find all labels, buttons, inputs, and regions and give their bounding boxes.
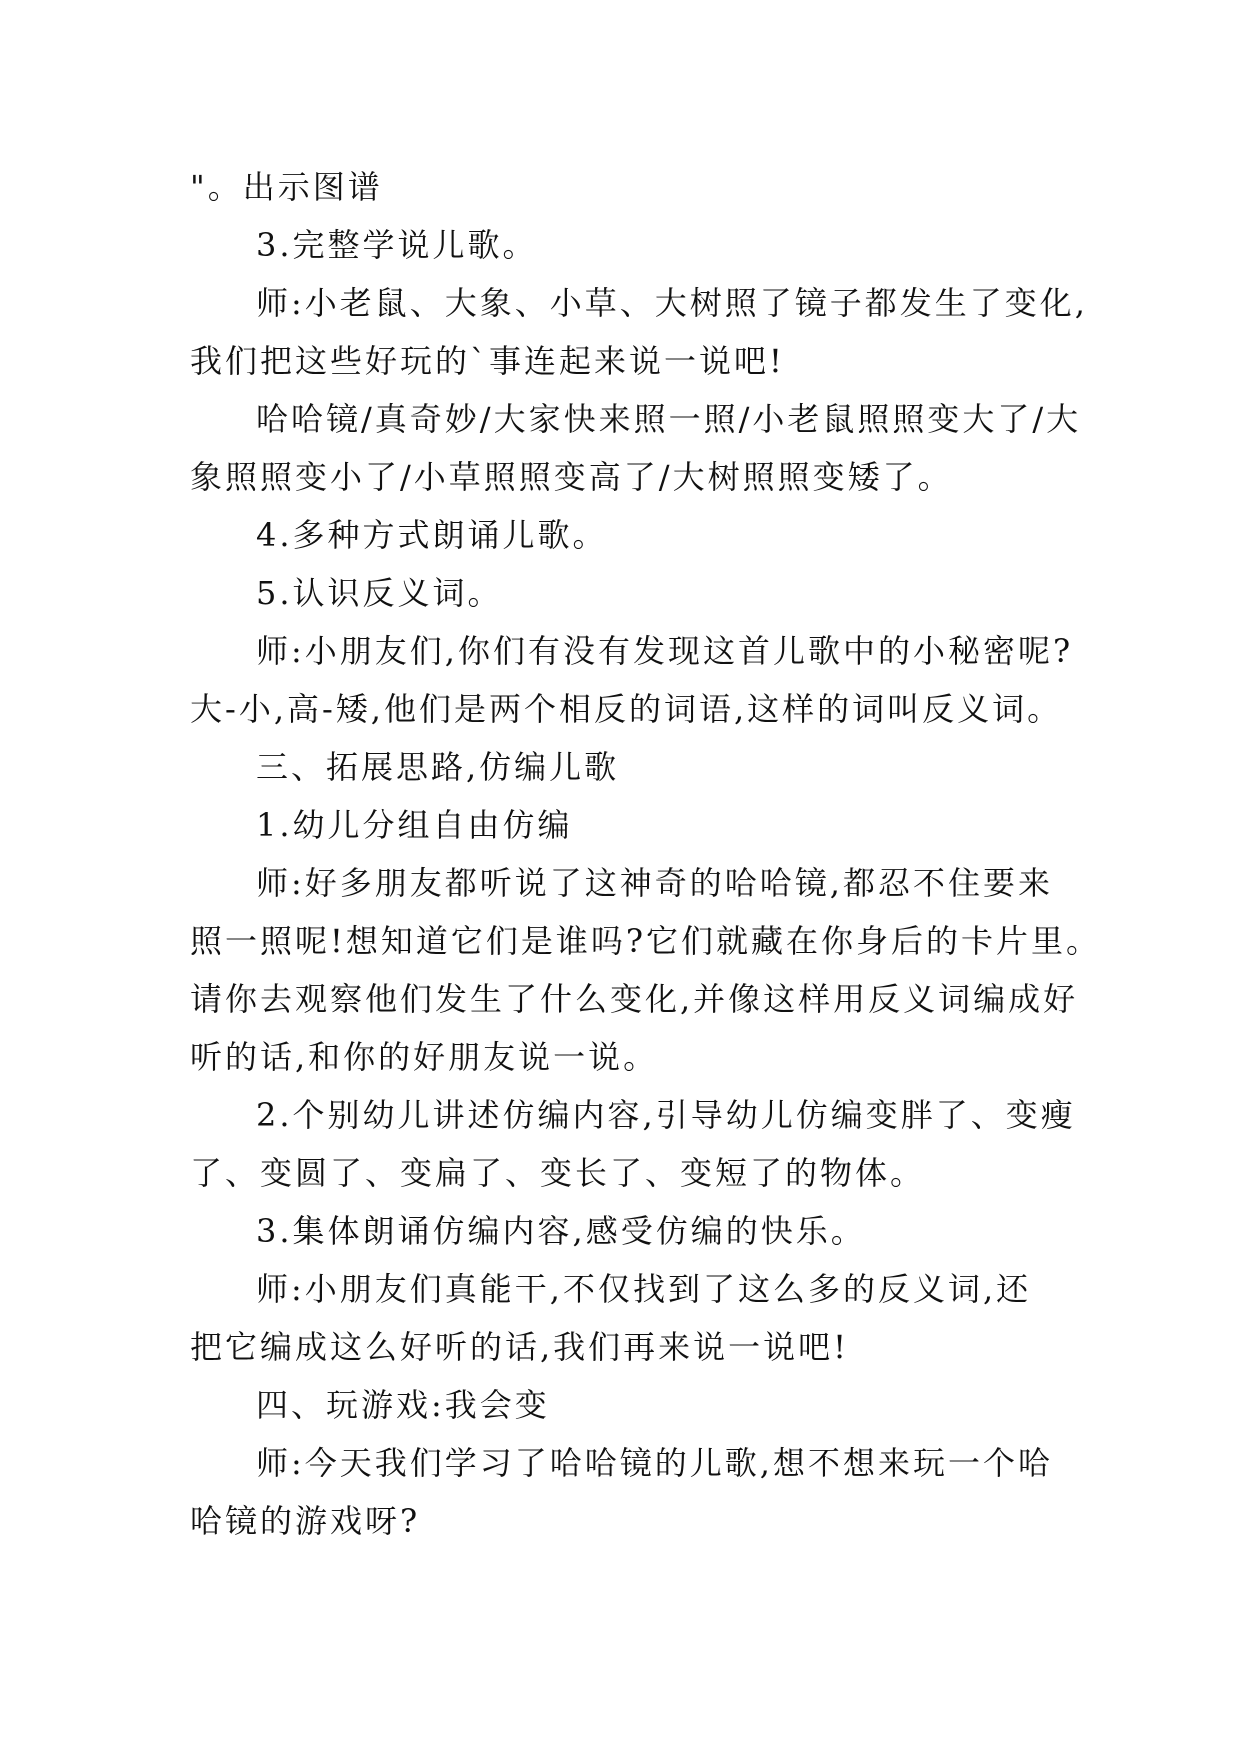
body-line: 请你去观察他们发生了什么变化,并像这样用反义词编成好 — [190, 980, 1079, 1018]
body-line: 把它编成这么好听的话,我们再来说一说吧! — [190, 1328, 850, 1366]
body-line: 大-小,高-矮,他们是两个相反的词语,这样的词叫反义词。 — [190, 690, 1063, 728]
body-line: 听的话,和你的好朋友说一说。 — [190, 1038, 659, 1076]
body-line: 4.多种方式朗诵儿歌。 — [256, 516, 608, 554]
body-line: 2.个别幼儿讲述仿编内容,引导幼儿仿编变胖了、变瘦 — [256, 1096, 1076, 1134]
body-line: 哈哈镜/真奇妙/大家快来照一照/小老鼠照照变大了/大 — [256, 400, 1082, 438]
body-line: 5.认识反义词。 — [256, 574, 503, 612]
body-line: 照一照呢!想知道它们是谁吗?它们就藏在你身后的卡片里。 — [190, 922, 1102, 960]
body-line: 师:小朋友们,你们有没有发现这首儿歌中的小秘密呢? — [256, 632, 1074, 670]
body-line: 哈镜的游戏呀? — [190, 1502, 421, 1540]
body-line: 3.完整学说儿歌。 — [256, 226, 538, 264]
body-line: "。出示图谱 — [190, 168, 383, 206]
body-line: 了、变圆了、变扁了、变长了、变短了的物体。 — [190, 1154, 926, 1192]
section-heading: 三、拓展思路,仿编儿歌 — [256, 748, 620, 786]
body-line: 师:今天我们学习了哈哈镜的儿歌,想不想来玩一个哈 — [256, 1444, 1053, 1482]
body-line: 3.集体朗诵仿编内容,感受仿编的快乐。 — [256, 1212, 866, 1250]
body-line: 1.幼儿分组自由仿编 — [256, 806, 573, 844]
document-body — [190, 158, 1102, 1550]
body-line: 师:小老鼠、大象、小草、大树照了镜子都发生了变化, — [256, 284, 1088, 322]
section-heading: 四、玩游戏:我会变 — [256, 1386, 550, 1424]
body-line: 我们把这些好玩的`事连起来说一说吧! — [190, 342, 785, 380]
body-line: 象照照变小了/小草照照变高了/大树照照变矮了。 — [190, 458, 953, 496]
body-line: 师:小朋友们真能干,不仅找到了这么多的反义词,还 — [256, 1270, 1032, 1308]
body-line: 师:好多朋友都听说了这神奇的哈哈镜,都忍不住要来 — [256, 864, 1053, 902]
